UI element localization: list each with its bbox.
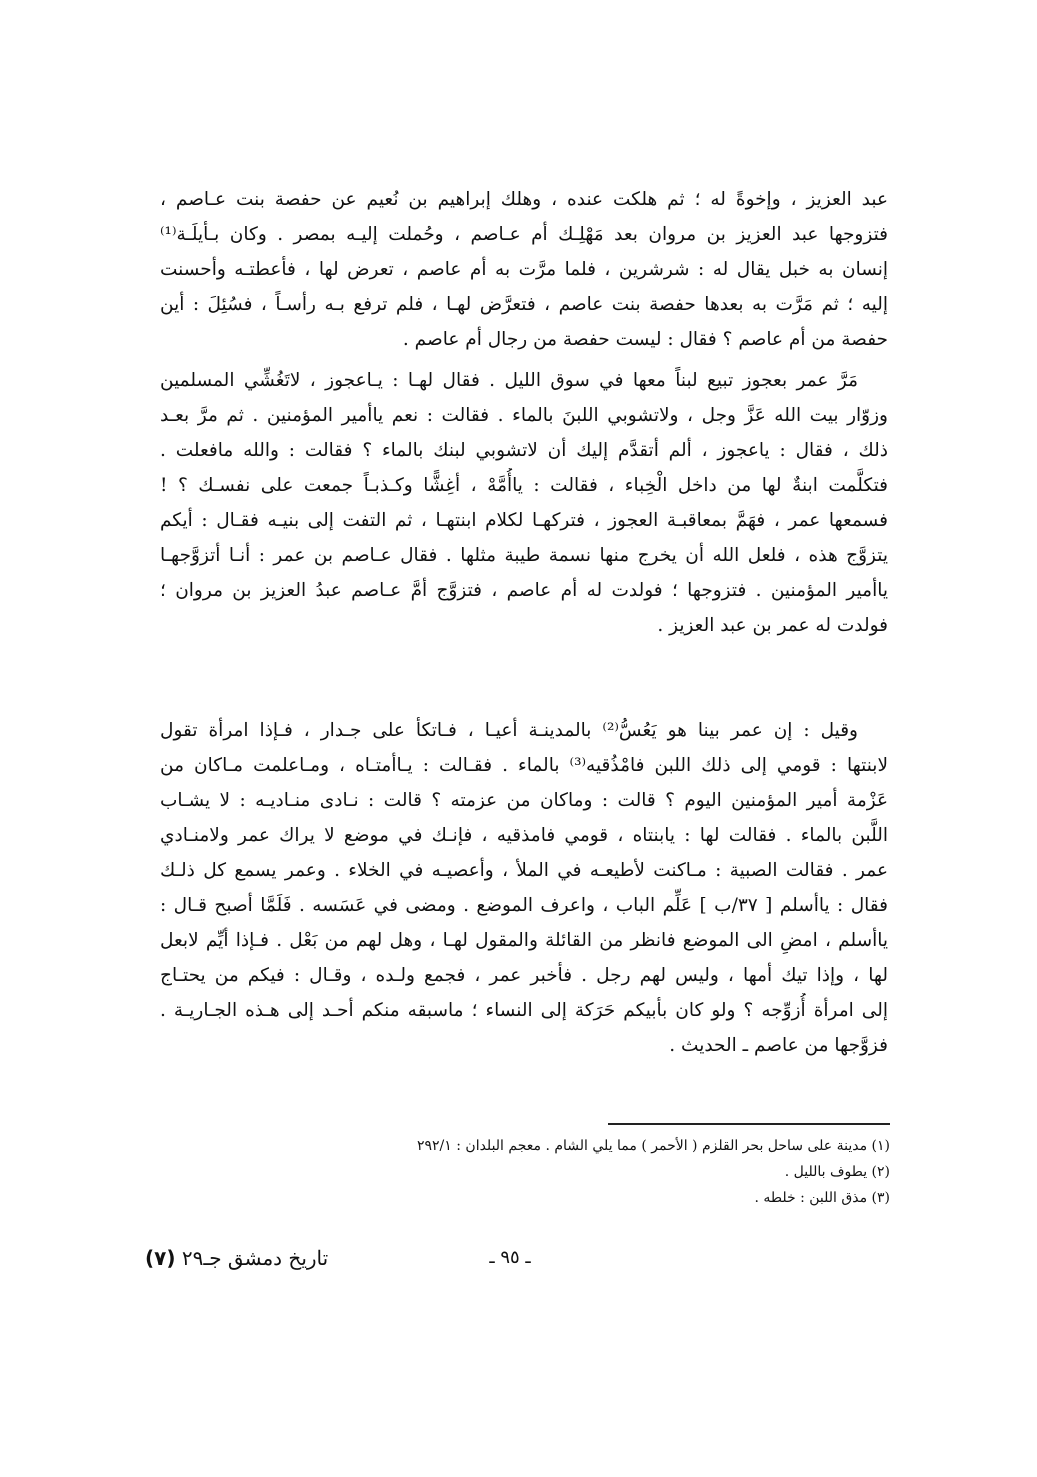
text-line: ياأسلم ، امضِ الى الموضع فانظر من القائلة والمقول لهـا ، وهل لهم من بَعْل . فـإذا أيِّم لابعل — [160, 930, 888, 951]
text-line: وزوّار بيت الله عَزَّ وجل ، ولاتشوبي اللبنَ بالماء . فقالت : نعم ياأمير المؤمنين . ثم مرَّ بعـد — [160, 405, 888, 426]
text-line: مَرَّ عمر بعجوز تبيع لبناً معها في سوق الليل . فقال لهـا : يـاعجوز ، لاتَغُشِّي المسلمين — [160, 370, 858, 391]
text-line: ذلك ، فقال : ياعجوز ، ألم أتقدَّم إليك أن لاتشوبي لبنك بالماء ؟ فقالت : والله مافعلت . — [160, 440, 888, 461]
text-line: فتزوجها عبد العزيز بن مروان بعد مَهْلِـك أم عـاصم ، وحُملت إليـه بمصر . وكان بـأيلَـة⁽¹⁾ — [160, 224, 888, 245]
footnote-3: (٣) مذق اللبن : خلطه . — [754, 1190, 890, 1206]
text-line: وقيل : إن عمر بينا هو يَعُسُّ⁽²⁾ بالمدينـة أعيـا ، فـاتكأ على جـدار ، فـإذا امرأة تقول — [160, 720, 858, 741]
text-line: عبد العزيز ، وإخوةً له ؛ ثم هلكت عنده ، وهلك إبراهيم بن نُعيم عن حفصة بنت عـاصم ، — [160, 189, 888, 210]
footnote-divider — [608, 1123, 890, 1125]
text-line: فقال : ياأسلم [ ٣٧/ب ] عَلِّم الباب ، واعرف الموضع . ومضى في عَسَسه . فَلَمَّا أصبح قـال : — [160, 895, 888, 916]
source-title — [145, 1238, 375, 1278]
text-line: لابنتها : قومي إلى ذلك اللبن فامْذُقيه⁽³⁾ بالماء . فقـالت : يـاأمتـاه ، ومـاعلمت مـاكان من — [160, 755, 888, 776]
paragraph-2 — [160, 363, 888, 643]
text-line: فتكلَّمت ابنةٌ لها من داخل الْخِباء ، فقالت : ياأُمَّهْ ، أغِشًّا وكـذبـاً جمعت على نفسـك ؟ ! — [160, 475, 888, 496]
text-line: إنسان به خبل يقال له : شرشرين ، فلما مرَّت به أم عاصم ، تعرض لها ، فأعطتـه وأحسنت — [160, 259, 888, 280]
paragraph-1 — [160, 182, 888, 357]
text-line: اللَّبن بالماء . فقالت لها : يابنتاه ، قومي فامذقيه ، فإنـك في موضع لا يراك عمر ولامنـادي — [160, 825, 888, 846]
source-volume: (٧) — [145, 1246, 176, 1270]
footnote-1: (١) مدينة على ساحل بحر القلزم ( الأحمر ) مما يلي الشام . معجم البلدان : ٢٩٢/١ — [417, 1138, 890, 1154]
text-line: إلى امرأة أُزوِّجه ؟ ولو كان بأبيكم حَرَكة إلى النساء ؛ ماسبقه منكم أحـد إلى هـذه الجـاريـة . — [160, 1000, 888, 1021]
text-line: فسمعها عمر ، فهَمَّ بمعاقبـة العجوز ، فتركهـا لكلام ابنتهـا ، ثم التفت إلى بنيـه فقـال : أيكم — [160, 510, 888, 531]
text-line: عمر . فقالت الصبية : مـاكنت لأطيعـه في الملأ ، وأعصيـه في الخلاء . وعمر يسمع كل ذلـك — [160, 860, 888, 881]
text-line: لها ، وإذا تيك أمها ، وليس لهم رجل . فأخبر عمر ، فجمع ولـده ، وقـال : فيكم من يحتـاج — [160, 965, 888, 986]
text-line: فولدت له عمر بن عبد العزيز . — [657, 615, 888, 636]
footnote-2: (٢) يطوف بالليل . — [784, 1164, 890, 1180]
paragraph-3 — [160, 713, 888, 1063]
text-line: ياأمير المؤمنين . فتزوجها ؛ فولدت له أم عاصم ، فتزوَّج أمَّ عـاصم عبدُ العزيز بن مروان ؛ — [160, 580, 888, 601]
page-number: ـ ٩٥ ـ — [489, 1247, 531, 1268]
text-line: حفصة من أم عاصم ؟ فقال : ليست حفصة من رجال أم عاصم . — [402, 329, 888, 350]
text-line: يتزوَّج هذه ، فلعل الله أن يخرج منها نسمة طيبة مثلها . فقال عـاصم بن عمر : أنـا أتزوَّجهـا — [160, 545, 888, 566]
text-line: إليه ؛ ثم مَرَّت به بعدها حفصة بنت عاصم ، فتعرَّض لهـا ، فلم ترفع بـه رأسـاً ، فسُئِلَ : أين — [160, 294, 888, 315]
text-line: عَزْمة أمير المؤمنين اليوم ؟ قالت : وماكان من عزمته ؟ قالت : نـادى منـاديـه : لا يشـاب — [160, 790, 888, 811]
page-footer — [0, 1238, 1037, 1278]
footnotes — [300, 1133, 890, 1211]
text-line: فزوَّجها من عاصم ـ الحديث . — [669, 1035, 888, 1056]
source-title-text: تاريخ دمشق جـ٢٩ — [181, 1246, 329, 1270]
